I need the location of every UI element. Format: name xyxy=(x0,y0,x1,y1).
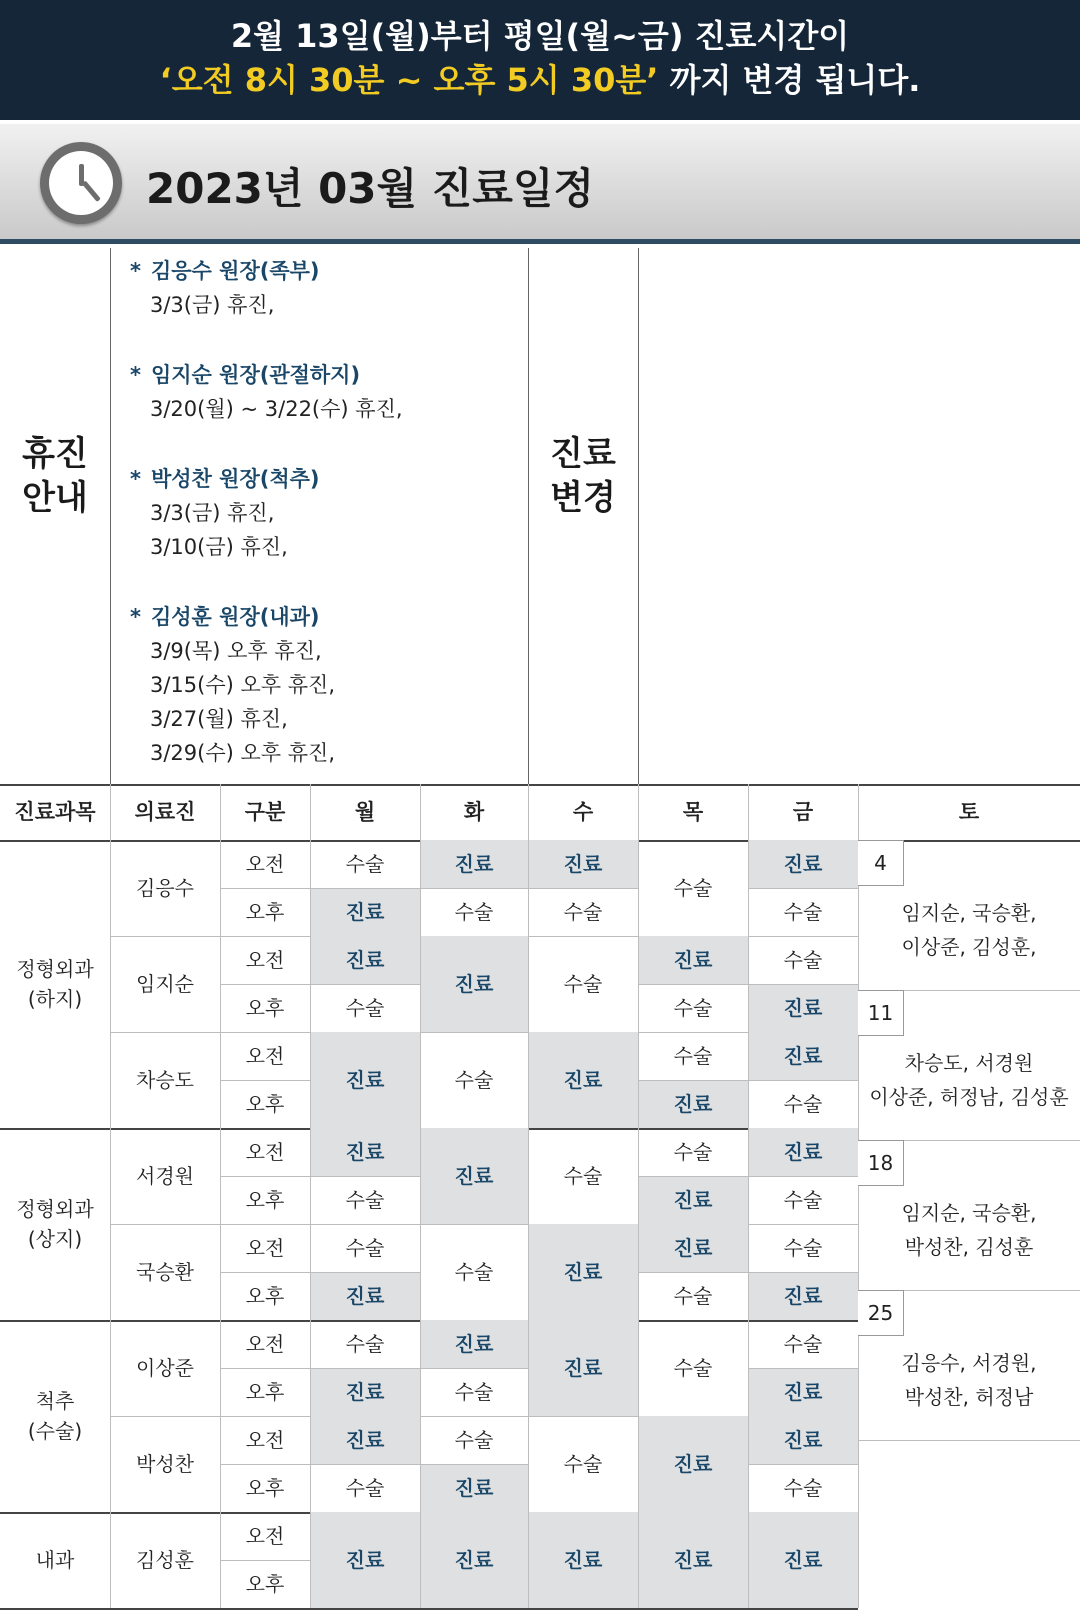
clinic-cell: 진료 xyxy=(748,1128,858,1176)
row-divider xyxy=(220,1176,310,1177)
am-label: 오전 xyxy=(245,1236,285,1260)
saturday-date: 18 xyxy=(858,1140,904,1186)
am-label: 오전 xyxy=(245,1524,285,1548)
surgery-cell: 수술 xyxy=(345,1236,385,1260)
column-header: 화 xyxy=(463,800,485,824)
clinic-cell: 진료 xyxy=(310,888,420,936)
row-divider xyxy=(220,888,310,889)
row-divider xyxy=(638,984,748,985)
surgery-cell: 수술 xyxy=(783,1236,823,1260)
surgery-cell: 수술 xyxy=(783,1332,823,1356)
department-label: 정형외과 (하지) xyxy=(16,957,94,1011)
surgery-cell: 수술 xyxy=(563,900,603,924)
row-divider xyxy=(220,1272,310,1273)
doctor-name: 김응수 xyxy=(136,876,194,900)
clinic-cell: 진료 xyxy=(420,936,528,1032)
clock-icon xyxy=(40,142,122,224)
surgery-cell: 수술 xyxy=(345,1476,385,1500)
surgery-cell: 수술 xyxy=(345,996,385,1020)
saturday-doctors: 임지순, 국승환, 이상준, 김성훈, xyxy=(901,901,1037,959)
row-divider xyxy=(420,1368,528,1369)
row-divider xyxy=(748,1176,858,1177)
doctor-name: 김성훈 xyxy=(136,1548,194,1572)
row-divider xyxy=(310,1272,420,1273)
page-title: 2023년 03월 진료일정 xyxy=(146,164,595,213)
clinic-cell: 진료 xyxy=(310,1368,420,1416)
clinic-cell: 진료 xyxy=(420,840,528,888)
row-divider xyxy=(748,1464,858,1465)
column-divider xyxy=(110,784,111,1608)
surgery-cell: 수술 xyxy=(454,1380,494,1404)
row-divider xyxy=(220,1464,310,1465)
surgery-cell: 수술 xyxy=(563,1164,603,1188)
clinic-cell: 진료 xyxy=(310,1032,420,1128)
surgery-cell: 수술 xyxy=(454,900,494,924)
clinic-cell: 진료 xyxy=(528,1320,638,1416)
clinic-cell: 진료 xyxy=(638,1176,748,1224)
clinic-cell: 진료 xyxy=(420,1320,528,1368)
saturday-doctors: 임지순, 국승환, 박성찬, 김성훈 xyxy=(901,1201,1037,1259)
row-divider xyxy=(420,1464,528,1465)
banner-line-2-rest: 까지 변경 됩니다. xyxy=(658,61,921,99)
surgery-cell: 수술 xyxy=(563,1452,603,1476)
column-divider xyxy=(310,784,311,1608)
pm-label: 오후 xyxy=(245,996,285,1020)
surgery-cell: 수술 xyxy=(673,1284,713,1308)
schedule-change-label: 진료 변경 xyxy=(550,434,616,518)
clinic-cell: 진료 xyxy=(420,1512,528,1608)
row-divider xyxy=(420,888,528,889)
doctor-name: 이상준 xyxy=(136,1356,194,1380)
surgery-cell: 수술 xyxy=(673,1140,713,1164)
clinic-cell: 진료 xyxy=(310,1272,420,1320)
surgery-cell: 수술 xyxy=(673,1044,713,1068)
row-divider xyxy=(748,1080,858,1081)
clinic-cell: 진료 xyxy=(310,1416,420,1464)
column-header: 의료진 xyxy=(134,800,196,824)
clinic-cell: 진료 xyxy=(748,984,858,1032)
column-divider xyxy=(748,784,749,1608)
column-header: 수 xyxy=(572,800,594,824)
row-divider xyxy=(220,984,310,985)
clinic-cell: 진료 xyxy=(638,1512,748,1608)
am-label: 오전 xyxy=(245,1044,285,1068)
row-divider xyxy=(748,1368,858,1369)
surgery-cell: 수술 xyxy=(673,876,713,900)
doctor-name: 박성찬 xyxy=(136,1452,194,1476)
surgery-cell: 수술 xyxy=(454,1260,494,1284)
column-header: 월 xyxy=(354,800,376,824)
clinic-cell: 진료 xyxy=(748,1416,858,1464)
clinic-cell: 진료 xyxy=(748,1272,858,1320)
column-divider xyxy=(638,784,639,1608)
surgery-cell: 수술 xyxy=(783,1092,823,1116)
row-divider xyxy=(528,888,638,889)
title-bar xyxy=(0,124,1080,244)
clinic-cell: 진료 xyxy=(528,1512,638,1608)
doctor-name: 서경원 xyxy=(136,1164,194,1188)
row-divider xyxy=(638,1176,748,1177)
doctor-name: 임지순 xyxy=(136,972,194,996)
banner-line-2 xyxy=(0,60,1080,100)
row-divider xyxy=(748,888,858,889)
surgery-cell: 수술 xyxy=(454,1428,494,1452)
am-label: 오전 xyxy=(245,948,285,972)
surgery-cell: 수술 xyxy=(345,852,385,876)
banner-highlight: ‘오전 8시 30분 ~ 오후 5시 30분’ xyxy=(159,61,659,99)
clinic-cell: 진료 xyxy=(528,1032,638,1128)
row-divider xyxy=(220,1560,310,1561)
am-label: 오전 xyxy=(245,1428,285,1452)
column-header: 구분 xyxy=(244,800,286,824)
leave-entry: * 박성찬 원장(척추) 3/3(금) 휴진, 3/10(금) 휴진, xyxy=(130,467,320,559)
saturday-date: 11 xyxy=(858,990,904,1036)
notice-section xyxy=(0,248,1080,784)
clinic-cell: 진료 xyxy=(748,1368,858,1416)
leave-entry: * 김성훈 원장(내과) 3/9(목) 오후 휴진, 3/15(수) 오후 휴진, 3/27(월) 휴진, 3/29(수) 오후 휴진, xyxy=(130,605,335,765)
column-header: 금 xyxy=(792,800,814,824)
clinic-cell: 진료 xyxy=(638,1080,748,1128)
row-divider xyxy=(858,1440,1080,1441)
clinic-cell: 진료 xyxy=(310,1512,420,1608)
pm-label: 오후 xyxy=(245,1380,285,1404)
pm-label: 오후 xyxy=(245,900,285,924)
surgery-cell: 수술 xyxy=(783,948,823,972)
pm-label: 오후 xyxy=(245,1476,285,1500)
row-divider xyxy=(748,1272,858,1273)
title-divider xyxy=(0,239,1080,244)
saturday-doctors: 김응수, 서경원, 박성찬, 허정남 xyxy=(901,1351,1037,1409)
am-label: 오전 xyxy=(245,852,285,876)
clinic-cell: 진료 xyxy=(638,936,748,984)
surgery-cell: 수술 xyxy=(345,1332,385,1356)
pm-label: 오후 xyxy=(245,1188,285,1212)
doctor-name: 차승도 xyxy=(136,1068,194,1092)
column-header: 진료과목 xyxy=(14,800,96,824)
row-divider xyxy=(310,1464,420,1465)
row-divider xyxy=(220,1368,310,1369)
surgery-cell: 수술 xyxy=(563,972,603,996)
saturday-doctors: 차승도, 서경원 이상준, 허정남, 김성훈 xyxy=(869,1051,1069,1109)
department-label: 척추 (수술) xyxy=(27,1389,83,1443)
row-divider xyxy=(310,1368,420,1369)
department-label: 내과 xyxy=(35,1548,75,1572)
row-divider xyxy=(310,888,420,889)
am-label: 오전 xyxy=(245,1140,285,1164)
clinic-cell: 진료 xyxy=(528,1224,638,1320)
surgery-cell: 수술 xyxy=(783,900,823,924)
saturday-date: 25 xyxy=(858,1290,904,1336)
am-label: 오전 xyxy=(245,1332,285,1356)
row-divider xyxy=(638,1272,748,1273)
clinic-cell: 진료 xyxy=(638,1224,748,1272)
pm-label: 오후 xyxy=(245,1092,285,1116)
row-divider xyxy=(0,1608,858,1610)
row-divider xyxy=(748,984,858,985)
clinic-cell: 진료 xyxy=(528,840,638,888)
leave-entry: * 임지순 원장(관절하지) 3/20(월) ~ 3/22(수) 휴진, xyxy=(130,363,403,421)
column-divider xyxy=(528,784,529,1608)
surgery-cell: 수술 xyxy=(454,1068,494,1092)
column-header: 토 xyxy=(958,800,980,824)
notice-banner xyxy=(0,0,1080,120)
saturday-date: 4 xyxy=(858,840,904,886)
row-divider xyxy=(310,984,420,985)
surgery-cell: 수술 xyxy=(783,1188,823,1212)
row-divider xyxy=(310,1176,420,1177)
surgery-cell: 수술 xyxy=(673,1356,713,1380)
surgery-cell: 수술 xyxy=(673,996,713,1020)
banner-line-1: 2월 13일(월)부터 평일(월~금) 진료시간이 xyxy=(230,17,850,55)
clinic-cell: 진료 xyxy=(748,1512,858,1608)
clinic-cell: 진료 xyxy=(310,936,420,984)
department-label: 정형외과 (상지) xyxy=(16,1197,94,1251)
clinic-cell: 진료 xyxy=(420,1128,528,1224)
row-divider xyxy=(638,1080,748,1081)
leave-notice-label: 휴진 안내 xyxy=(22,434,88,518)
clinic-cell: 진료 xyxy=(420,1464,528,1512)
clinic-cell: 진료 xyxy=(748,1032,858,1080)
clinic-cell: 진료 xyxy=(638,1416,748,1512)
surgery-cell: 수술 xyxy=(345,1188,385,1212)
clinic-cell: 진료 xyxy=(748,840,858,888)
doctor-name: 국승환 xyxy=(136,1260,194,1284)
column-divider xyxy=(220,784,221,1608)
leave-entry: * 김응수 원장(족부) 3/3(금) 휴진, xyxy=(130,259,320,317)
pm-label: 오후 xyxy=(245,1572,285,1596)
clinic-cell: 진료 xyxy=(310,1128,420,1176)
row-divider xyxy=(220,1080,310,1081)
pm-label: 오후 xyxy=(245,1284,285,1308)
surgery-cell: 수술 xyxy=(783,1476,823,1500)
column-divider xyxy=(420,784,421,1608)
column-header: 목 xyxy=(682,800,704,824)
